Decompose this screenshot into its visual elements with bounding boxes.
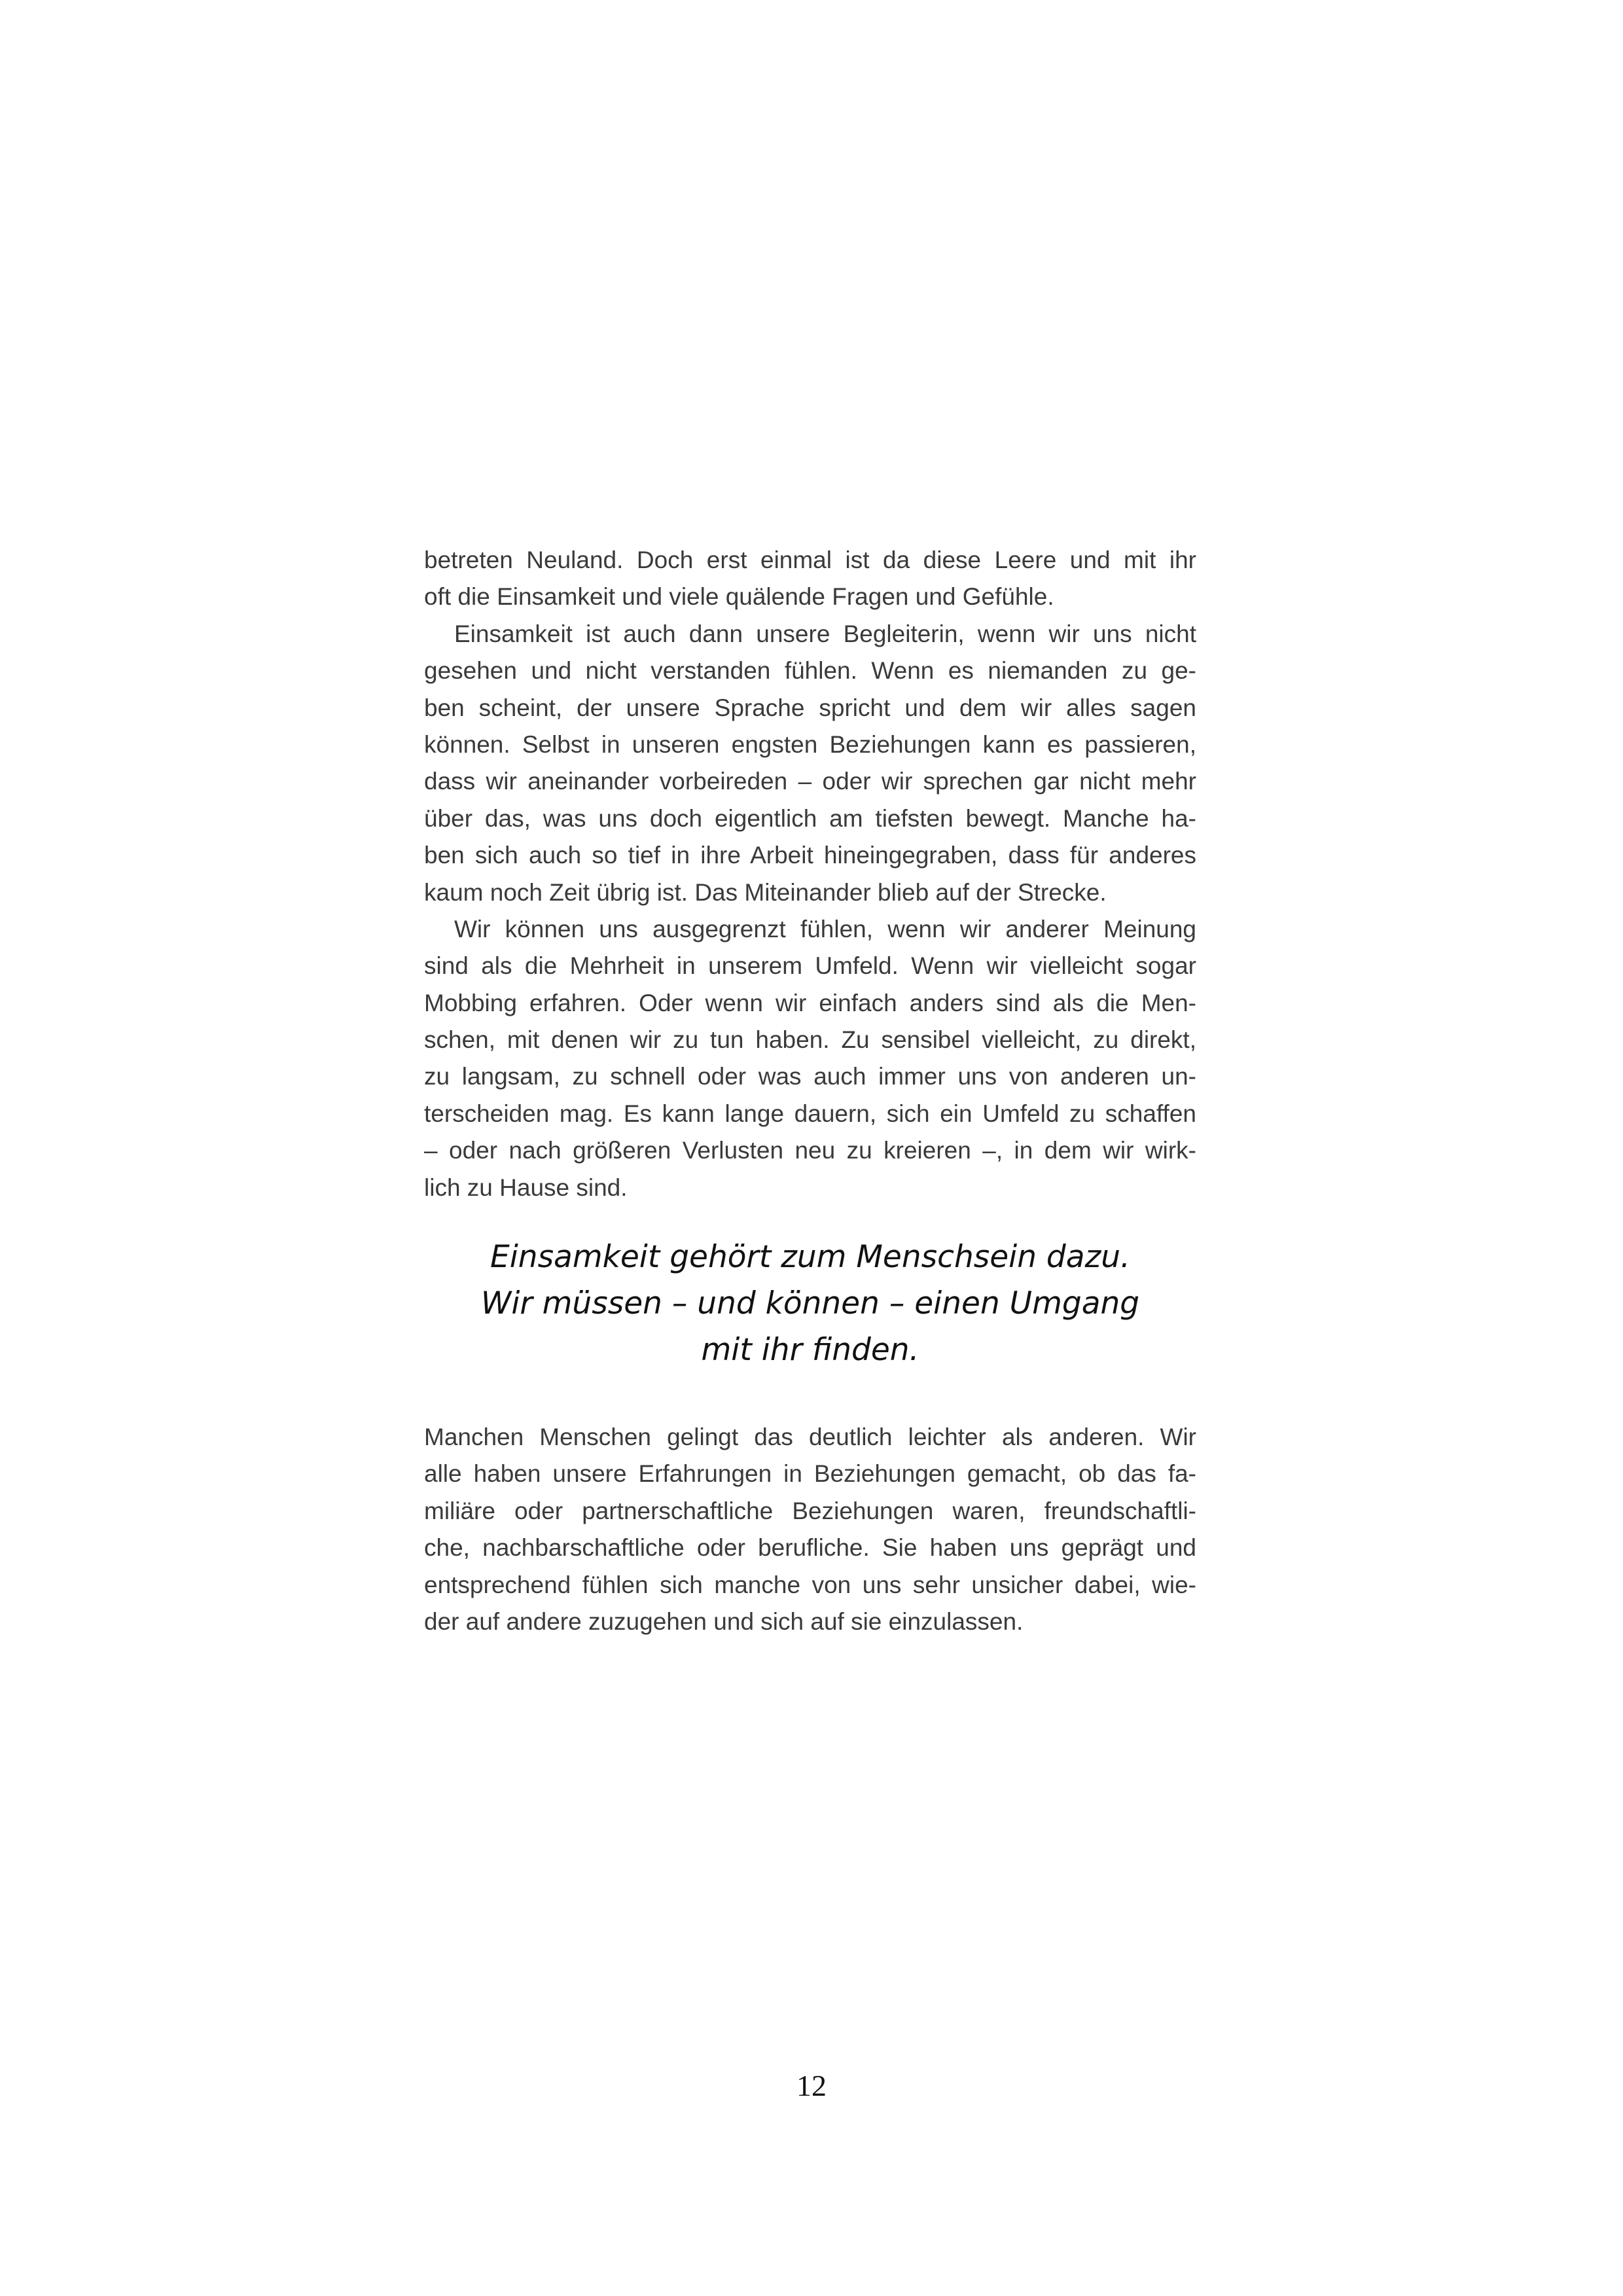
text-line: ben scheint, der unsere Sprache spricht und dem wir alles sagen — [424, 694, 1196, 721]
paragraph — [424, 1419, 1196, 1640]
text-line: sind als die Mehrheit in unserem Umfeld. Wenn wir vielleicht sogar — [424, 952, 1196, 980]
text-line: ben sich auch so tief in ihre Arbeit hineingegraben, dass für anderes — [424, 842, 1196, 869]
text-line: schen, mit denen wir zu tun haben. Zu sensibel vielleicht, zu direkt, — [424, 1026, 1196, 1054]
pull-quote-line: Einsamkeit gehört zum Menschsein dazu. — [490, 1239, 1130, 1275]
text-line: che, nachbarschaftliche oder berufliche. Sie haben uns geprägt und — [424, 1534, 1196, 1562]
text-line: der auf andere zuzugehen und sich auf sie einzulassen. — [424, 1607, 1024, 1635]
text-line: kaum noch Zeit übrig ist. Das Miteinander blieb auf der Strecke. — [424, 878, 1107, 906]
text-line: betreten Neuland. Doch erst einmal ist da diese Leere und mit ihr — [424, 547, 1196, 573]
text-line: Manchen Menschen gelingt das deutlich leichter als anderen. Wir — [424, 1424, 1196, 1450]
pull-quote-line: Wir müssen – und können – einen Umgang — [480, 1285, 1140, 1321]
text-line: Mobbing erfahren. Oder wenn wir einfach anders sind als die Men- — [424, 989, 1196, 1016]
text-line: Wir können uns ausgegrenzt fühlen, wenn wir anderer Meinung — [454, 915, 1196, 942]
text-line: terscheiden mag. Es kann lange dauern, sich ein Umfeld zu schaffen — [424, 1100, 1196, 1127]
paragraph — [424, 542, 1196, 616]
text-line: können. Selbst in unseren engsten Beziehungen kann es passieren, — [424, 730, 1196, 758]
text-line: alle haben unsere Erfahrungen in Beziehungen gemacht, ob das fa- — [424, 1460, 1196, 1488]
text-line: miliäre oder partnerschaftliche Beziehungen waren, freundschaftli- — [424, 1497, 1196, 1524]
text-line: entsprechend fühlen sich manche von uns sehr unsicher dabei, wie- — [424, 1571, 1196, 1598]
body-text-bottom — [424, 1419, 1196, 1640]
page-number: 12 — [796, 2069, 827, 2102]
paragraph — [424, 616, 1196, 911]
pull-quote-line: mit ihr finden. — [701, 1332, 919, 1368]
pull-quote — [424, 1234, 1196, 1373]
text-line: lich zu Hause sind. — [424, 1174, 628, 1201]
paragraph — [424, 911, 1196, 1206]
text-line: über das, was uns doch eigentlich am tiefsten bewegt. Manche ha- — [424, 804, 1196, 832]
text-line: Einsamkeit ist auch dann unsere Begleiterin, wenn wir uns nicht — [454, 620, 1196, 647]
text-line: dass wir aneinander vorbeireden – oder wir sprechen gar nicht mehr — [424, 768, 1196, 795]
text-line: gesehen und nicht verstanden fühlen. Wenn es niemanden zu ge- — [424, 657, 1196, 685]
text-line: zu langsam, zu schnell oder was auch immer uns von anderen un- — [424, 1063, 1196, 1090]
body-text-top — [424, 542, 1196, 1206]
text-line: – oder nach größeren Verlusten neu zu kreieren –, in dem wir wirk- — [424, 1137, 1196, 1164]
text-line: oft die Einsamkeit und viele quälende Fragen und Gefühle. — [424, 583, 1054, 611]
